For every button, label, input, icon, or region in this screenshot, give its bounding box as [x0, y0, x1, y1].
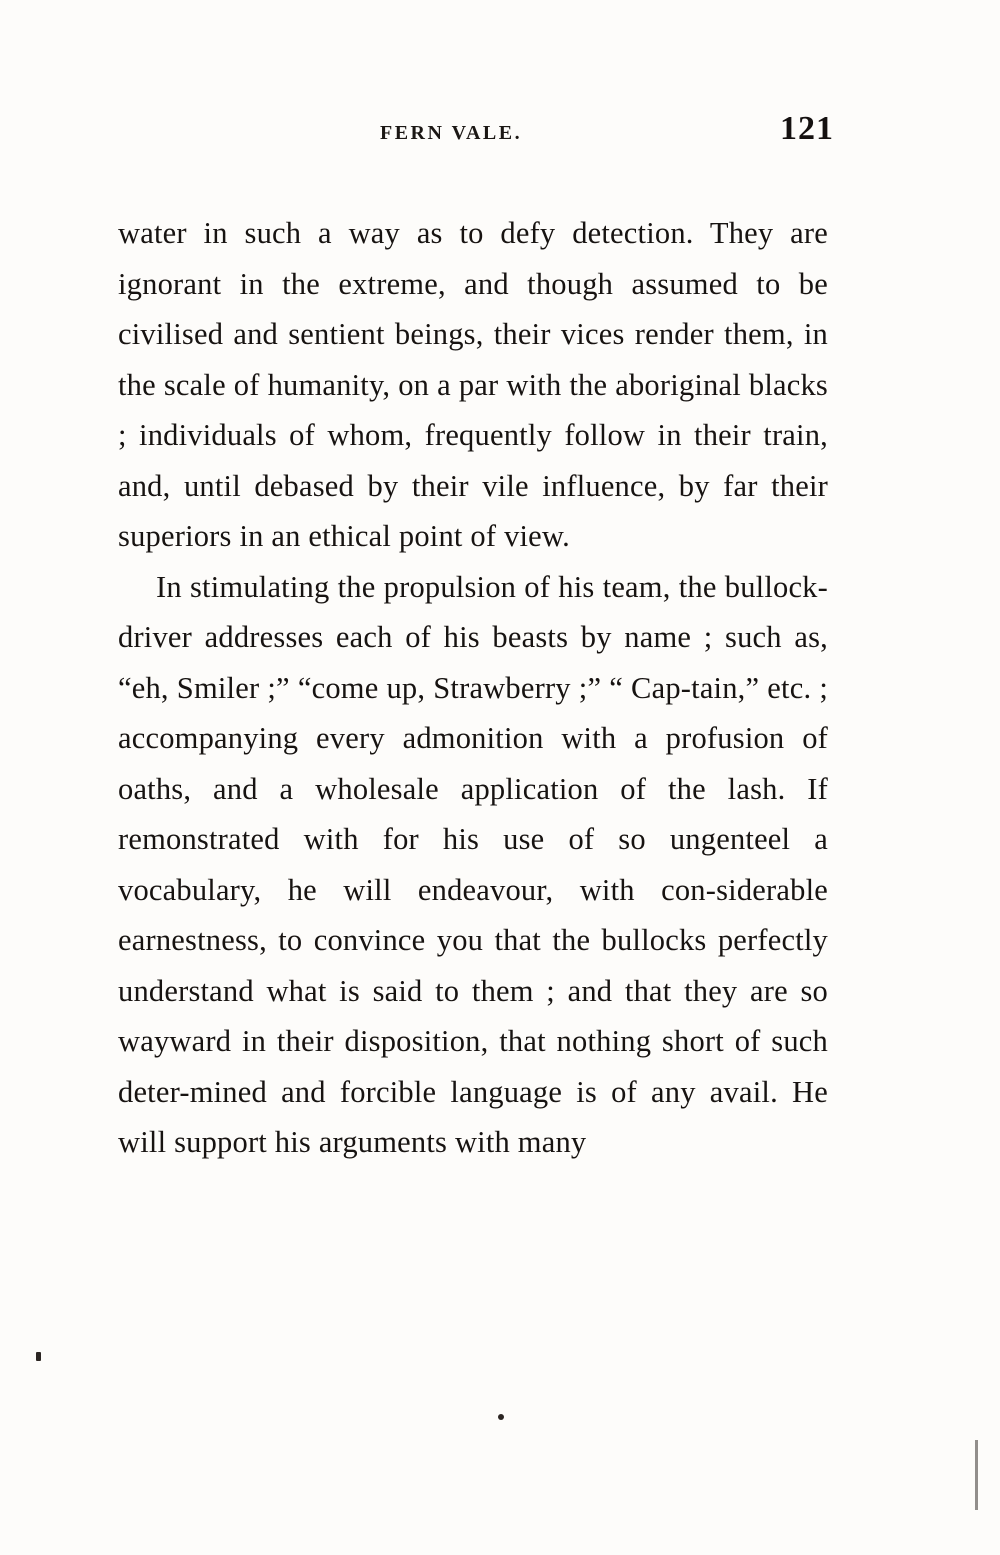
running-head	[118, 110, 834, 164]
page-content	[118, 110, 834, 1168]
page-speck	[498, 1414, 504, 1420]
page-number: 121	[780, 110, 834, 147]
body-text	[118, 208, 828, 1168]
page-edge-mark	[975, 1440, 978, 1510]
page-speck	[36, 1352, 41, 1361]
paragraph: water in such a way as to defy detection. They are ignorant in the extreme, and though assumed to be civilised and sentient beings, their vices render them, in the scale of humanity, on a par with the aboriginal blacks ; individuals of whom, frequently follow in their train, and, until debased by their vile influence, by far their superiors in an ethical point of view.	[118, 216, 828, 553]
running-title: FERN VALE.	[380, 122, 523, 144]
paragraph: In stimulating the propulsion of his team, the bullock-driver addresses each of his beasts by name ; such as, “eh, Smiler ;” “come up, Strawberry ;” “ Cap-tain,” etc. ; accompanying every admonition with a profusion of oaths, and a wholesale application of the lash. If remonstrated with for his use of so ungenteel a vocabulary, he will endeavour, with con-siderable earnestness, to convince you that the bullocks perfectly understand what is said to them ; and that they are so wayward in their disposition, that nothing short of such deter-mined and forcible language is of any avail. He will support his arguments with many	[118, 569, 828, 1159]
